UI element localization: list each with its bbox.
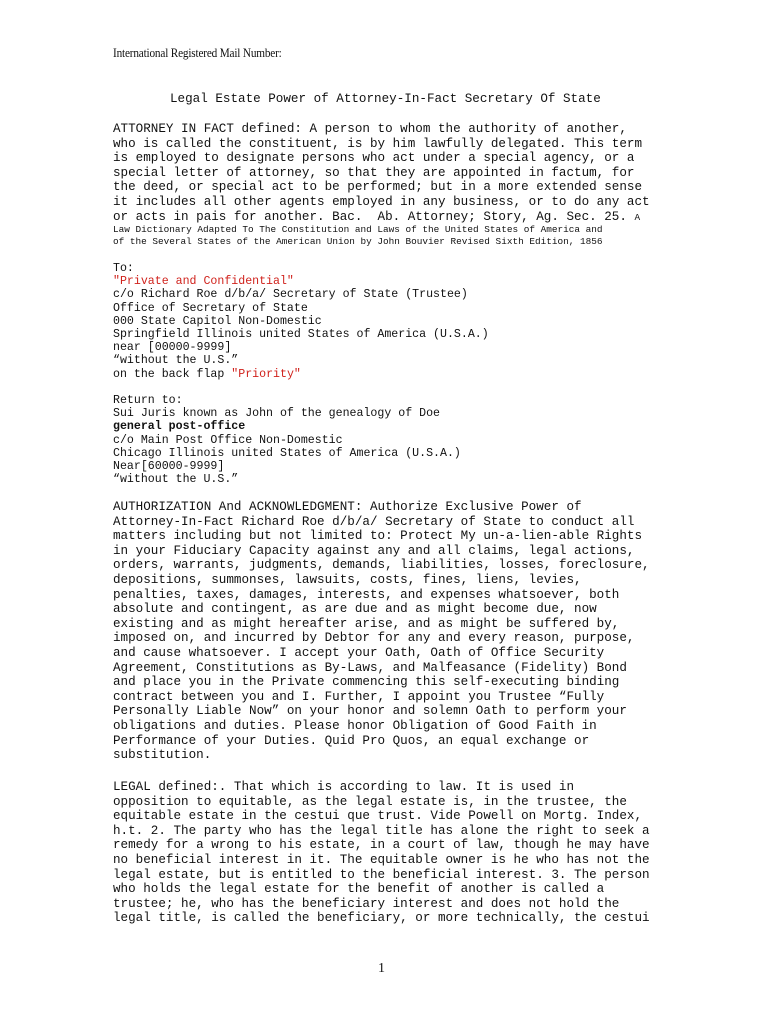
authorization-line: in your Fiduciary Capacity against any and all claims, legal actions, [113,543,635,558]
authorization-line: Attorney-In-Fact Richard Roe d/b/a/ Secretary of State to conduct all [113,514,635,529]
back-flap-line [113,368,489,381]
authorization-line: matters including but not limited to: Protect My un-a-lien-able Rights [113,529,643,544]
definition-line-text: or acts in pais for another. Bac. Ab. Attorney; Story, Ag. Sec. 25. [113,209,627,224]
definition-line: it includes all other agents employed in any business, or to do any act [113,194,650,209]
authorization-line: existing and as might hereafter arise, and as might be suffered by, [113,616,620,631]
legal-line: no beneficial interest in it. The equitable owner is he who has not the [113,852,650,867]
to-address-line: Springfield Illinois united States of America (U.S.A.) [113,327,489,341]
definition-tail: A [634,211,641,223]
return-address-line: Chicago Illinois united States of America (U.S.A.) [113,446,461,460]
authorization-line: obligations and duties. Please honor Obligation of Good Faith in [113,718,597,733]
legal-line: equitable estate in the cestui que trust. Vide Powell on Mortg. Index, [113,809,643,824]
authorization-line: Performance of your Duties. Quid Pro Quos, an equal exchange or [113,733,590,748]
priority-label: "Priority" [231,367,301,381]
legal-line: trustee; he, who has the beneficiary interest and does not hold the [113,896,620,911]
to-address-line: 000 State Capitol Non-Domestic [113,314,322,328]
to-address-line: c/o Richard Roe d/b/a/ Secretary of State (Trustee) [113,288,468,302]
page-number: 1 [378,961,385,976]
legal-line: opposition to equitable, as the legal estate is, in the trustee, the [113,794,627,809]
authorization-line: absolute and contingent, as are due and as might become due, now [113,602,597,617]
definition-last-line [113,210,650,225]
authorization-paragraph [113,500,650,763]
definition-line: who is called the constituent, is by him lawfully delegated. This term [113,136,643,151]
return-address-line: Near[60000-9999] [113,459,225,473]
authorization-line: contract between you and I. Further, I appoint you Trustee “Fully [113,689,605,704]
return-address-line: c/o Main Post Office Non-Domestic [113,433,343,447]
authorization-line: penalties, taxes, damages, interests, and expenses whatsoever, both [113,587,620,602]
legal-line: legal estate, but is entitled to the beneficial interest. 3. The person [113,867,650,882]
legal-definition-paragraph [113,780,650,926]
definition-line: is employed to designate persons who act under a special agency, or a [113,151,635,166]
authorization-line: and place you in the Private commencing this self-executing binding [113,675,620,690]
legal-line: LEGAL defined:. That which is according to law. It is used in [113,780,575,794]
to-address-line: near [00000-9999] [113,341,232,355]
return-address-line: “without the U.S.” [113,473,239,487]
legal-line: legal title, is called the beneficiary, or more technically, the cestui [113,911,650,926]
definition-line: the deed, or special act to be performed; but in a more extended sense [113,180,643,195]
citation-line: of the Several States of the American Union by John Bouvier Revised Sixth Edition, 1856 [113,236,603,248]
private-confidential-label: "Private and Confidential" [113,275,294,289]
to-address-line: “without the U.S.” [113,354,239,368]
legal-line: h.t. 2. The party who has the legal title has alone the right to seek a [113,823,650,838]
to-address-block [113,262,489,381]
back-flap-prefix: on the back flap [113,367,232,381]
legal-line: remedy for a wrong to his estate, in a court of law, though he may have [113,838,650,853]
definition-line: special letter of attorney, so that they are appointed in factum, for [113,165,635,180]
authorization-line: orders, warrants, judgments, demands, liabilities, losses, foreclosure, [113,558,650,573]
authorization-line: depositions, summonses, lawsuits, costs, fines, liens, levies, [113,572,582,587]
to-label: To: [113,262,134,275]
registered-mail-number-label: International Registered Mail Number: [113,46,282,60]
return-name-line: Sui Juris known as John of the genealogy of Doe [113,407,440,421]
document-title: Legal Estate Power of Attorney-In-Fact Secretary Of State [170,92,601,106]
return-address-block [113,394,461,486]
definition-line: ATTORNEY IN FACT defined: A person to whom the authority of another, [113,122,627,136]
attorney-in-fact-definition [113,122,650,248]
authorization-line: AUTHORIZATION And ACKNOWLEDGMENT: Authorize Exclusive Power of [113,500,582,514]
to-address-line: Office of Secretary of State [113,301,308,315]
authorization-line: Personally Liable Now” on your honor and solemn Oath to perform your [113,704,627,719]
authorization-line: substitution. [113,748,212,763]
return-label: Return to: [113,394,183,407]
legal-line: who holds the legal estate for the benefit of another is called a [113,882,605,897]
citation-line: Law Dictionary Adapted To The Constitution and Laws of the United States of America and [113,224,603,236]
authorization-line: Agreement, Constitutions as By-Laws, and Malfeasance (Fidelity) Bond [113,660,627,675]
authorization-line: imposed on, and incurred by Debtor for any and every reason, purpose, [113,631,635,646]
general-post-office-label: general post-office [113,420,246,434]
authorization-line: and cause whatsoever. I accept your Oath, Oath of Office Security [113,645,605,660]
